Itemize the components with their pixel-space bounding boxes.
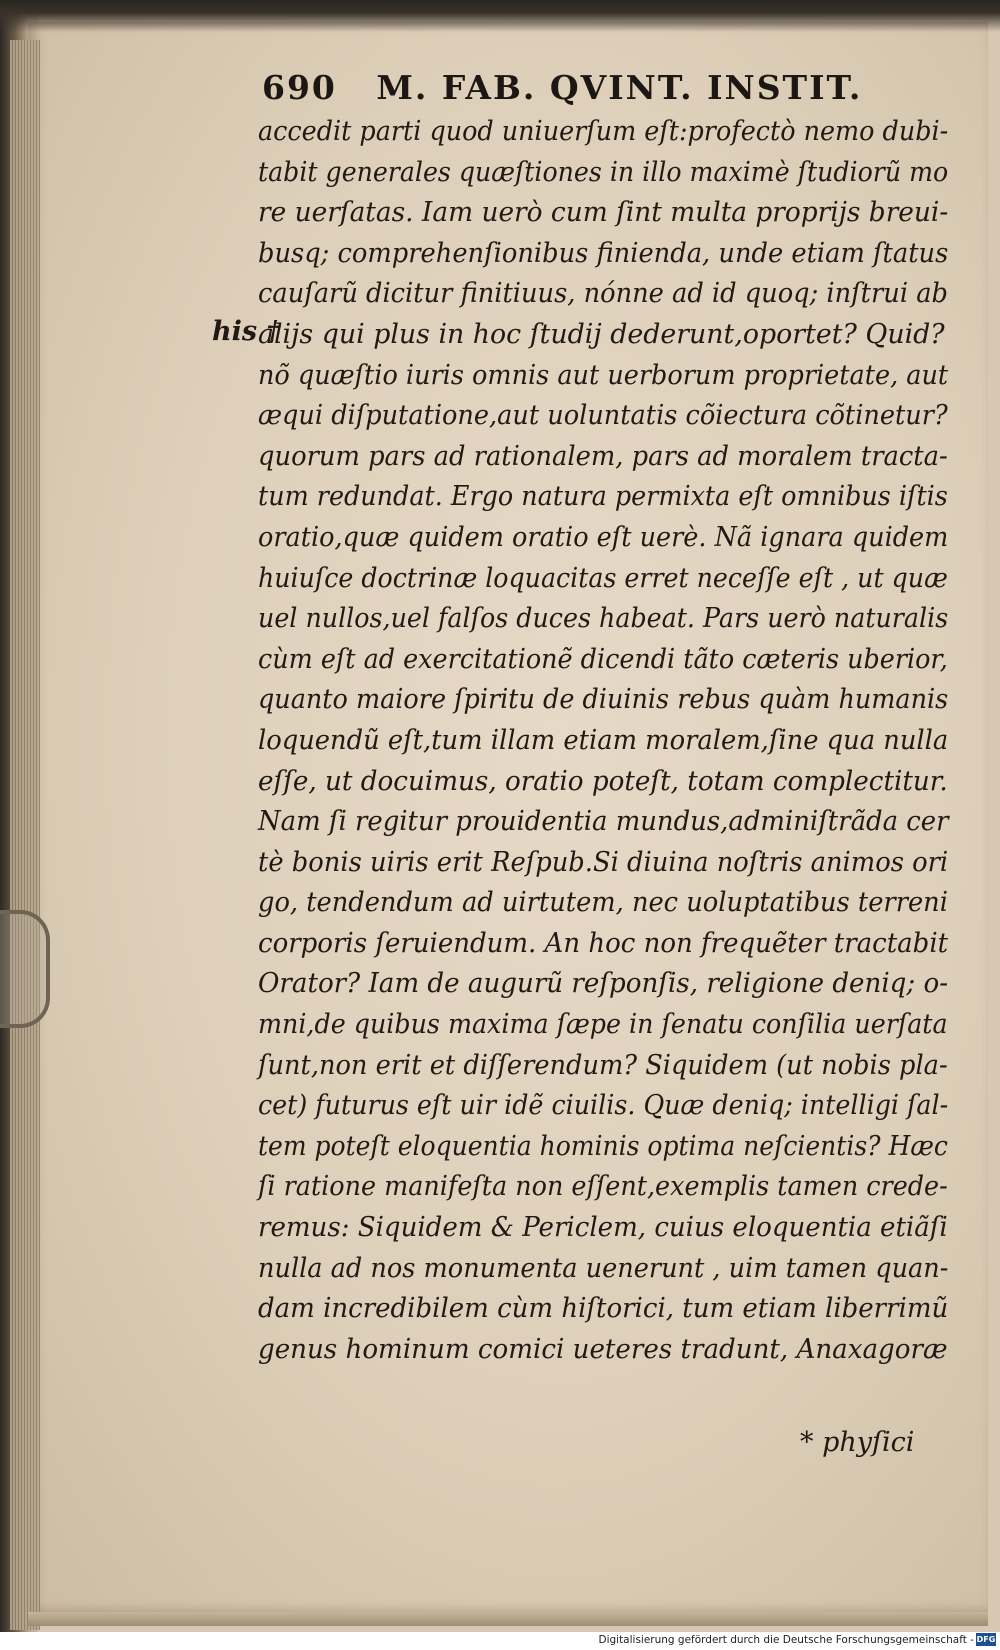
text-line: dam incredibilem cùm hiſtorici, tum etiam liberrimũ [258,1293,949,1325]
text-line: mni,de quibus maxima ſæpe in ſenatu conſilia uerſata [258,1009,948,1041]
page-number: 690 [262,68,337,107]
text-line: tè bonis uiris erit Reſpub.Si diuina noſtris animos ori [258,846,949,878]
text-line: alijs qui plus in hoc ſtudij dederunt,oportet? Quid? [258,318,945,350]
text-line: cauſarũ dicitur finitiuus, nónne ad id quoq; inſtrui ab [258,278,948,310]
text-line: remus: Siquidem & Periclem, cuius eloquentia etiãſi [258,1212,948,1244]
text-line: quorum pars ad rationalem, pars ad moralem tracta- [258,440,948,472]
body-text [258,112,948,1370]
running-title: M. FAB. QVINT. INSTIT. [376,68,863,107]
page-stack-edge [10,40,40,1630]
text-line: uel nullos,uel falſos duces habeat. Pars uerò naturalis [258,603,949,635]
page-bottom-edge [28,1612,988,1626]
text-line: re uerſatas. Iam uerò cum ſint multa proprijs breui- [258,197,949,229]
text-line: cùm eſt ad exercitationẽ dicendi tãto cæteris uberior, [258,643,948,675]
text-line: eſſe, ut docuimus, oratio poteſt, totam complectitur. [258,765,948,797]
text-line: ſunt,non erit et diſſerendum? Siquidem (ut nobis pla- [258,1049,948,1081]
margin-note: his † [212,316,281,347]
text-line: tabit generales quæſtiones in illo maximè ſtudiorũ mo [258,156,949,188]
digitization-credit: Digitalisierung gefördert durch die Deutsche Forschungsgemeinschaft - [598,1634,974,1646]
text-line: tum redundat. Ergo natura permixta eſt omnibus iſtis [258,481,948,513]
text-line: ſi ratione manifeſta non eſſent,exemplis tamen crede- [258,1171,948,1203]
text-line: quanto maiore ſpiritu de diuinis rebus quàm humanis [258,684,949,716]
text-line: cet) futurus eſt uir idẽ ciuilis. Quæ deniq; intelligi ſal- [258,1090,949,1122]
text-line: busq; comprehenſionibus finienda, unde etiam ſtatus [258,237,949,269]
text-line: nõ quæſtio iuris omnis aut uerborum proprietate, aut [258,359,949,391]
text-line: genus hominum comici ueteres tradunt, Anaxagoræ [258,1333,948,1365]
text-line: huiuſce doctrinæ loquacitas erret neceſſe eſt , ut quæ [258,562,948,594]
text-line: oratio,quæ quidem oratio eſt uerè. Nã ignara quidem [258,521,949,553]
text-line: Nam ſi regitur prouidentia mundus,adminiſtrãda cer [258,806,949,838]
text-line: accedit parti quod uniuerſum eſt:profectò nemo dubi- [258,116,949,147]
text-line: corporis ſeruiendum. An hoc non frequẽter tractabit [258,927,949,959]
book-clasp [0,910,50,1028]
running-header [262,68,902,107]
text-line: Orator? Iam de augurũ reſponſis, religione deniq; o- [258,968,949,1000]
top-shadow [0,0,1000,32]
text-line: loquendũ eſt,tum illam etiam moralem,ſine qua nulla [258,724,949,756]
text-line: æqui diſputatione,aut uoluntatis cõiectura cõtinetur? [258,400,948,432]
dfg-logo-icon: DFG [976,1635,996,1644]
catchword: * phyſici [800,1427,915,1458]
text-line: go, tendendum ad uirtutem, nec uoluptatibus terreni [258,887,948,919]
text-line: nulla ad nos monumenta uenerunt , uim tamen quan- [258,1252,949,1284]
text-line: tem poteſt eloquentia hominis optima neſcientis? Hæc [258,1130,948,1162]
